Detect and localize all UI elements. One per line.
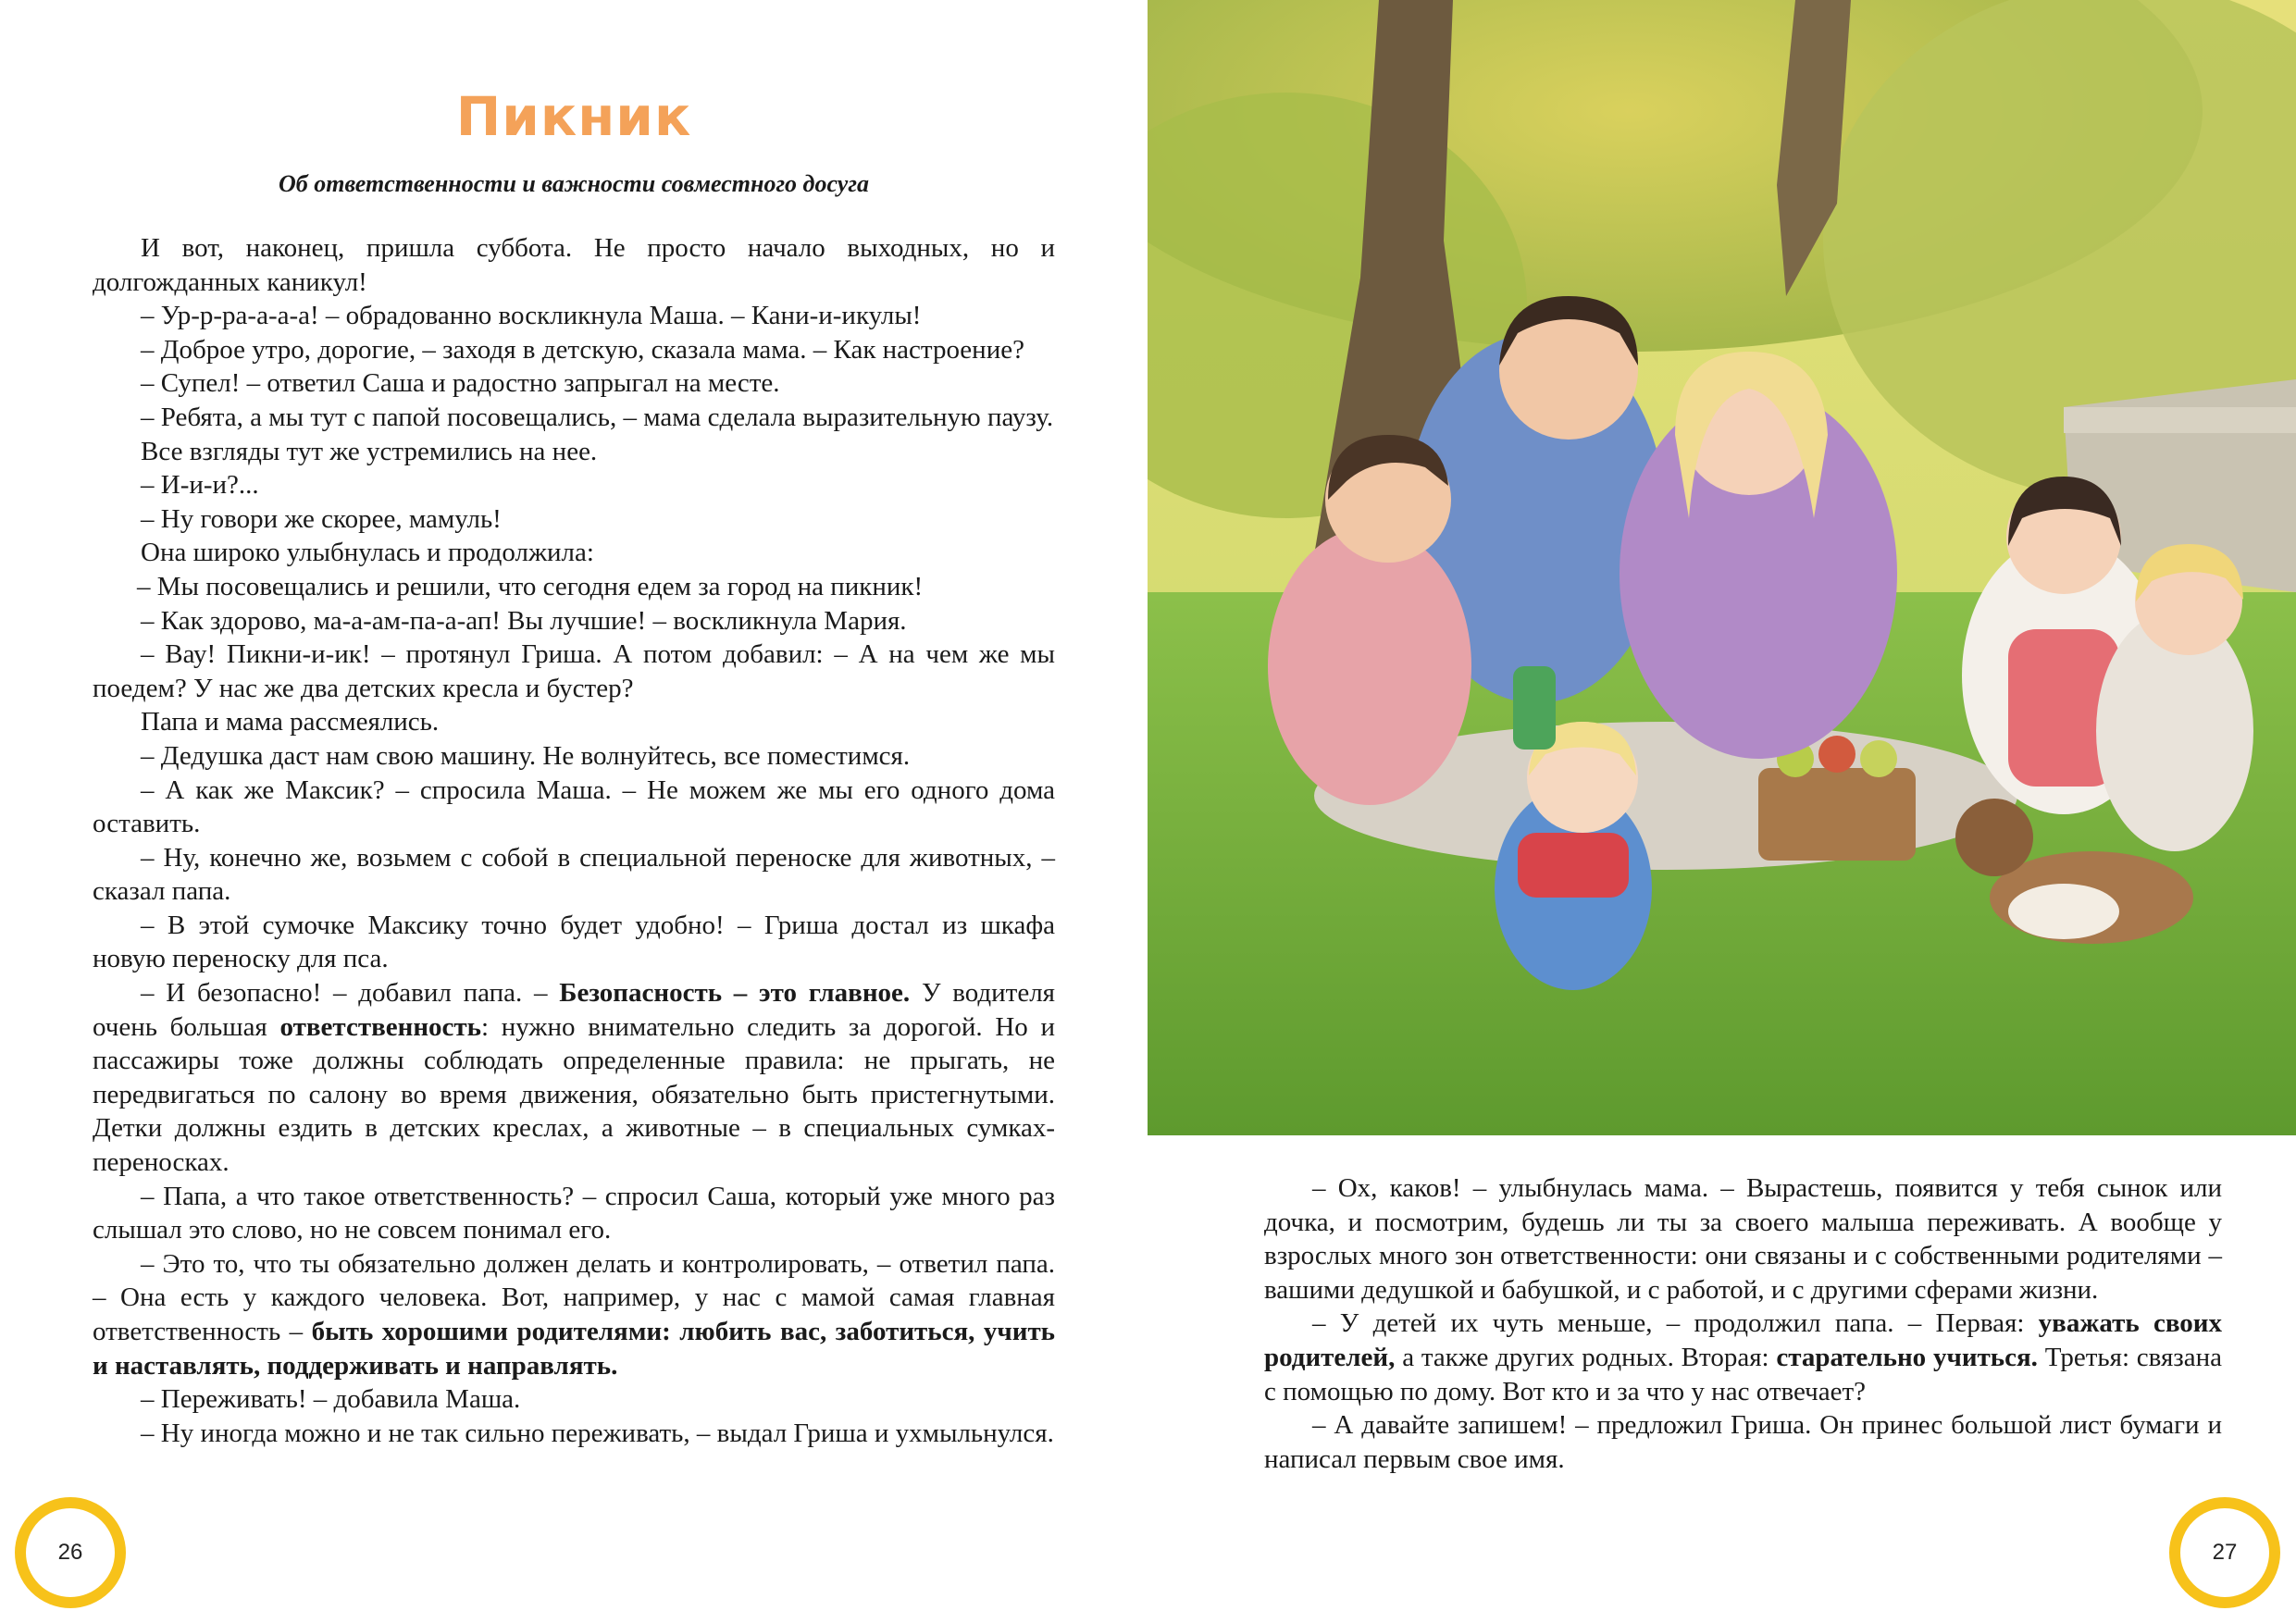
paragraph: – А как же Максик? – спросила Маша. – Не можем же мы его одного дома оставить. xyxy=(93,774,1055,839)
paragraph: – И-и-и?... xyxy=(141,470,259,501)
dog-head xyxy=(1955,799,2033,876)
paragraph: – Дедушка даст нам свою машину. Не волнуйтесь, все поместимся. xyxy=(141,740,911,771)
text-run: У водителя очень большая xyxy=(93,978,1056,1042)
paragraph xyxy=(93,976,1055,1180)
paragraph: – В этой сумочке Максику точно будет удобно! – Гриша достал из шкафа новую переноску для пса. xyxy=(93,910,1055,974)
paragraph: – Папа, а что такое ответственность? – спросил Саша, который уже много раз слышал это слово, но не совсем понимал его. xyxy=(93,1181,1055,1245)
text-run: – У детей их чуть меньше, – продолжил папа. – Первая: xyxy=(1312,1308,2025,1339)
left-body-text xyxy=(93,231,1055,1450)
picnic-basket xyxy=(1758,768,1916,861)
paragraph: – Доброе утро, дорогие, – заходя в детскую, сказала мама. – Как настроение? xyxy=(141,334,1024,365)
bold-phrase: старательно учиться. xyxy=(1776,1342,2038,1372)
right-page xyxy=(1148,0,2296,1623)
paragraph: – А давайте запишем! – предложил Гриша. Он принес большой лист бумаги и написал первым свое имя. xyxy=(1264,1410,2222,1474)
paragraph: – Мы посовещались и решили, что сегодня едем за город на пикник! xyxy=(137,571,924,601)
page-number-badge: 26 xyxy=(15,1497,126,1608)
paragraph: – Ну иногда можно и не так сильно переживать, – выдал Гриша и ухмыльнулся. xyxy=(141,1418,1054,1448)
paragraph: – Ребята, а мы тут с папой посовещались, – мама сделала выразительную паузу. xyxy=(141,402,1054,432)
paragraph: – Ох, каков! – улыбнулась мама. – Вырастешь, появится у тебя сынок или дочка, и посмотрим, будешь ли ты за своего малыша переживать. А вообще у взрослых много зон ответственности: они связаны и с собственными родителями – вашими дедушкой и бабушкой, и с работой, и с другими сферами жизни. xyxy=(1264,1173,2222,1305)
paragraph: – Супел! – ответил Саша и радостно запрыгал на месте. xyxy=(141,368,780,399)
page-number-badge: 27 xyxy=(2169,1497,2280,1608)
story-title: Пикник xyxy=(455,85,692,148)
apple xyxy=(1818,736,1855,773)
paragraph: – Ур-р-ра-а-а-а! – обрадованно воскликнула Маша. – Кани-и-икулы! xyxy=(141,301,922,331)
paragraph: Все взгляды тут же устремились на нее. xyxy=(141,436,598,466)
paragraph: – Вау! Пикни-и-ик! – протянул Гриша. А потом добавил: – А на чем же мы поедем? У нас же два детских кресла и бустер? xyxy=(93,639,1055,703)
paragraph: – Ну говори же скорее, мамуль! xyxy=(141,503,502,534)
toddler-shirt xyxy=(1518,833,1629,898)
picnic-illustration xyxy=(1148,0,2296,1135)
paragraph: Папа и мама рассмеялись. xyxy=(141,707,440,737)
paragraph: – Ну, конечно же, возьмем с собой в специальной переноске для животных, – сказал папа. xyxy=(93,842,1055,907)
bold-phrase: уважать своих родителей, xyxy=(1264,1308,2222,1372)
right-body-text xyxy=(1264,1171,2222,1476)
paragraph: – Как здорово, ма-а-ам-па-а-ап! Вы лучшие! – воскликнула Мария. xyxy=(141,605,907,636)
paragraph: Она широко улыбнулась и продолжила: xyxy=(141,538,594,568)
text-run: – Это то, что ты обязательно должен делать и контролировать, – ответил папа. – Она есть у каждого человека. Вот, например, у нас с мамой самая главная ответственность – xyxy=(93,1248,1055,1346)
paragraph xyxy=(1264,1307,2222,1408)
text-run: – И безопасно! – добавил папа. – xyxy=(141,978,548,1009)
story-subtitle: Об ответственности и важности совместного досуга xyxy=(279,170,869,197)
paragraph: – Переживать! – добавила Маша. xyxy=(141,1384,521,1415)
text-run: Третья: связана с помощью по дому. Вот кто и за что у нас отвечает? xyxy=(1264,1342,2223,1406)
boy-figure xyxy=(1268,527,1471,805)
paragraph xyxy=(93,1247,1055,1382)
dog-patch xyxy=(2008,884,2119,939)
bold-phrase: Безопасность – это главное. xyxy=(559,978,911,1009)
apple xyxy=(1860,740,1897,777)
text-run: : нужно внимательно следить за дорогой. Но и пассажиры тоже должны соблюдать определенные правила: не прыгать, не передвигаться по салону во время движения, обязательно быть пристегнутыми. Детки должны ездить в детских креслах, а животные – в специальных сумках-переносках. xyxy=(93,1011,1056,1178)
stone-wall xyxy=(2064,407,2296,433)
dog-thermos xyxy=(1513,666,1556,750)
bold-phrase: ответственность xyxy=(279,1011,482,1042)
bold-phrase: быть хорошими родителями: любить вас, заботиться, учить и наставлять, поддерживать и направлять. xyxy=(93,1317,1056,1381)
paragraph: И вот, наконец, пришла суббота. Не просто начало выходных, но и долгожданных каникул! xyxy=(93,233,1055,297)
text-run: а также других родных. Вторая: xyxy=(1402,1342,1769,1372)
